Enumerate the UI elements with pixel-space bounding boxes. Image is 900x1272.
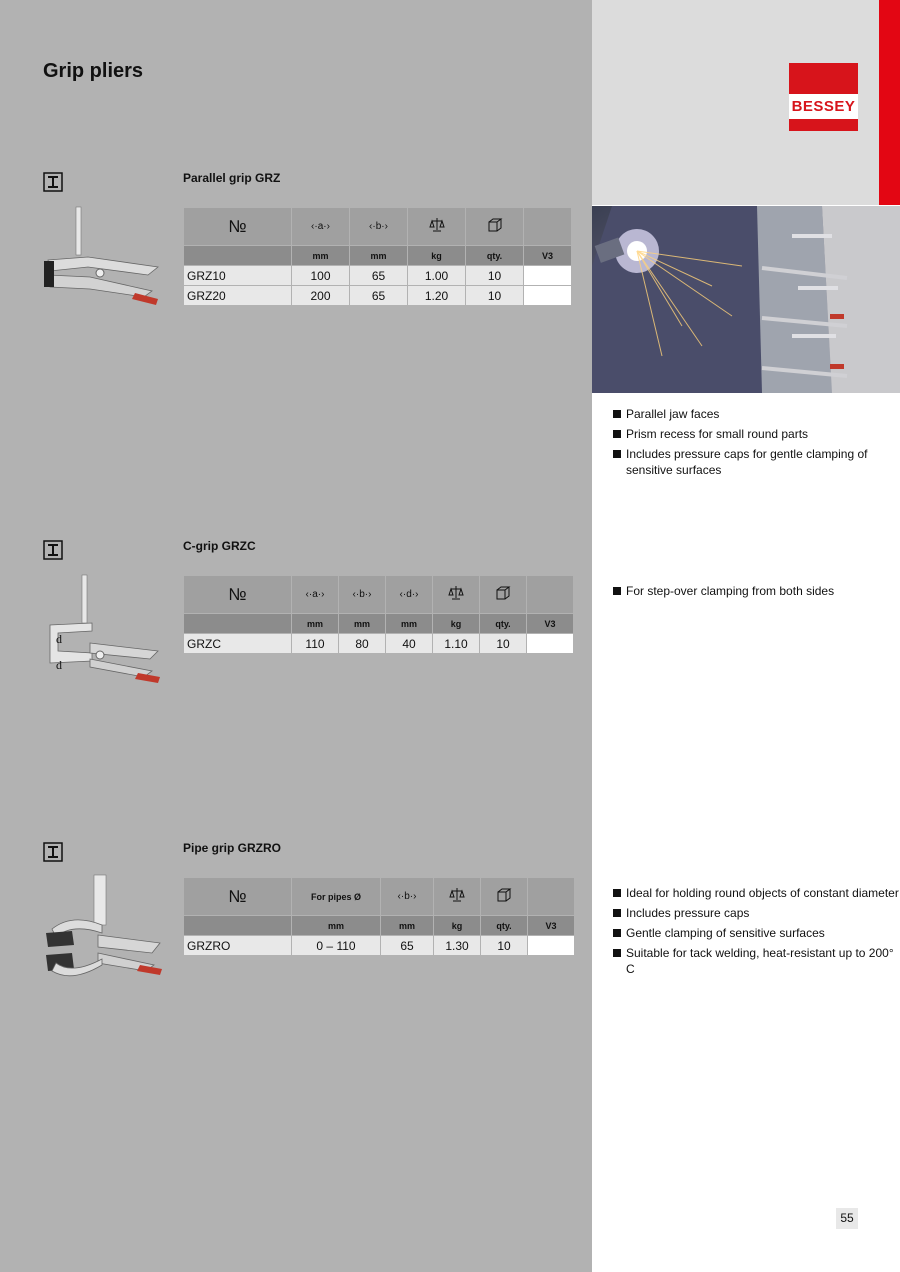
unit-cell: kg: [433, 614, 480, 634]
cell-qty: 10: [481, 936, 528, 956]
dim-b-label: b: [359, 589, 365, 600]
header-number: №: [184, 576, 292, 614]
header-dimension-b: ‹·b·›: [350, 208, 408, 246]
cell-b: 65: [381, 936, 434, 956]
cell-a: 100: [292, 266, 350, 286]
header-number: №: [184, 208, 292, 246]
unit-cell: V3: [528, 916, 575, 936]
cell-article: GRZ10: [184, 266, 292, 286]
feature-list-grzro: [613, 885, 900, 981]
cell-v3: [524, 286, 572, 306]
unit-cell: qty.: [480, 614, 527, 634]
table-row: [184, 936, 575, 956]
section-title-grzro: Pipe grip GRZRO: [183, 841, 282, 855]
spec-table-grz: [183, 207, 572, 306]
header-empty: [528, 878, 575, 916]
cell-a: 200: [292, 286, 350, 306]
welding-photo: [592, 206, 900, 393]
cell-qty: 10: [480, 634, 527, 654]
unit-cell: [184, 916, 292, 936]
unit-cell: mm: [386, 614, 433, 634]
feature-list-grzc: [613, 583, 834, 603]
cell-article: GRZC: [184, 634, 292, 654]
logo-text: BESSEY: [791, 98, 856, 115]
feature-list-grz: [613, 406, 900, 482]
cell-a: 110: [292, 634, 339, 654]
page-title: Grip pliers: [43, 60, 144, 82]
dim-a-label: a: [317, 221, 324, 232]
unit-cell: kg: [408, 246, 466, 266]
feature-item: Parallel jaw faces: [613, 406, 900, 422]
dim-a-label: a: [312, 589, 318, 600]
package-box-icon: [466, 208, 524, 246]
dimension-d-label: d: [56, 658, 62, 672]
header-empty: [527, 576, 574, 614]
cell-kg: 1.00: [408, 266, 466, 286]
package-box-icon: [481, 878, 528, 916]
cell-kg: 1.30: [434, 936, 481, 956]
cell-qty: 10: [466, 266, 524, 286]
weight-scale-icon: [408, 208, 466, 246]
table-row: [184, 286, 572, 306]
weight-scale-icon: [434, 878, 481, 916]
unit-cell: mm: [292, 246, 350, 266]
feature-item: Includes pressure caps for gentle clamping of sensitive surfaces: [613, 446, 900, 478]
cell-b: 65: [350, 266, 408, 286]
cell-v3: [524, 266, 572, 286]
feature-item: Gentle clamping of sensitive surfaces: [613, 925, 900, 941]
header-number: №: [184, 878, 292, 916]
feature-item: Ideal for holding round objects of constant diameter: [613, 885, 900, 901]
section-title-grzc: C-grip GRZC: [183, 539, 256, 553]
cell-b: 65: [350, 286, 408, 306]
dim-d-label: d: [406, 589, 412, 600]
unit-cell: kg: [434, 916, 481, 936]
unit-cell: mm: [292, 614, 339, 634]
header-empty: [524, 208, 572, 246]
unit-cell: mm: [350, 246, 408, 266]
header-dimension-b: ‹·b·›: [339, 576, 386, 614]
feature-item: For step-over clamping from both sides: [613, 583, 834, 599]
cell-kg: 1.20: [408, 286, 466, 306]
unit-cell: [184, 614, 292, 634]
header-dimension-d: ‹·d·›: [386, 576, 433, 614]
cell-v3: [528, 936, 575, 956]
feature-item: Suitable for tack welding, heat-resistant up to 200° C: [613, 945, 900, 977]
table-row: [184, 266, 572, 286]
parallel-grip-product-image: [40, 205, 162, 310]
feature-item: Includes pressure caps: [613, 905, 900, 921]
i-beam-icon: [43, 540, 63, 560]
cell-pipe-range: 0 – 110: [292, 936, 381, 956]
section-title-grz: Parallel grip GRZ: [183, 171, 281, 185]
dim-b-label: b: [375, 221, 382, 232]
unit-cell: qty.: [481, 916, 528, 936]
unit-cell: mm: [381, 916, 434, 936]
unit-cell: mm: [339, 614, 386, 634]
cell-d: 40: [386, 634, 433, 654]
table-row: [184, 634, 574, 654]
page-number: 55: [836, 1208, 858, 1229]
cell-b: 80: [339, 634, 386, 654]
cell-article: GRZ20: [184, 286, 292, 306]
c-grip-product-image: [40, 573, 162, 688]
i-beam-icon: [43, 842, 63, 862]
header-pipe-diameter: For pipes Ø: [292, 878, 381, 916]
header-dimension-b: ‹·b·›: [381, 878, 434, 916]
i-beam-icon: [43, 172, 63, 192]
cell-v3: [527, 634, 574, 654]
dim-b-label: b: [404, 891, 410, 902]
cell-article: GRZRO: [184, 936, 292, 956]
package-box-icon: [480, 576, 527, 614]
unit-cell: mm: [292, 916, 381, 936]
dimension-d-label: d: [56, 632, 62, 646]
unit-cell: qty.: [466, 246, 524, 266]
brand-red-bar: [879, 0, 900, 205]
header-dimension-a: ‹·a·›: [292, 576, 339, 614]
cell-qty: 10: [466, 286, 524, 306]
unit-cell: V3: [524, 246, 572, 266]
unit-cell: V3: [527, 614, 574, 634]
weight-scale-icon: [433, 576, 480, 614]
bessey-logo: [789, 63, 858, 131]
unit-cell: [184, 246, 292, 266]
cell-kg: 1.10: [433, 634, 480, 654]
spec-table-grzro: [183, 877, 575, 956]
header-dimension-a: ‹·a·›: [292, 208, 350, 246]
pipe-grip-product-image: [42, 873, 164, 991]
spec-table-grzc: [183, 575, 574, 654]
feature-item: Prism recess for small round parts: [613, 426, 900, 442]
